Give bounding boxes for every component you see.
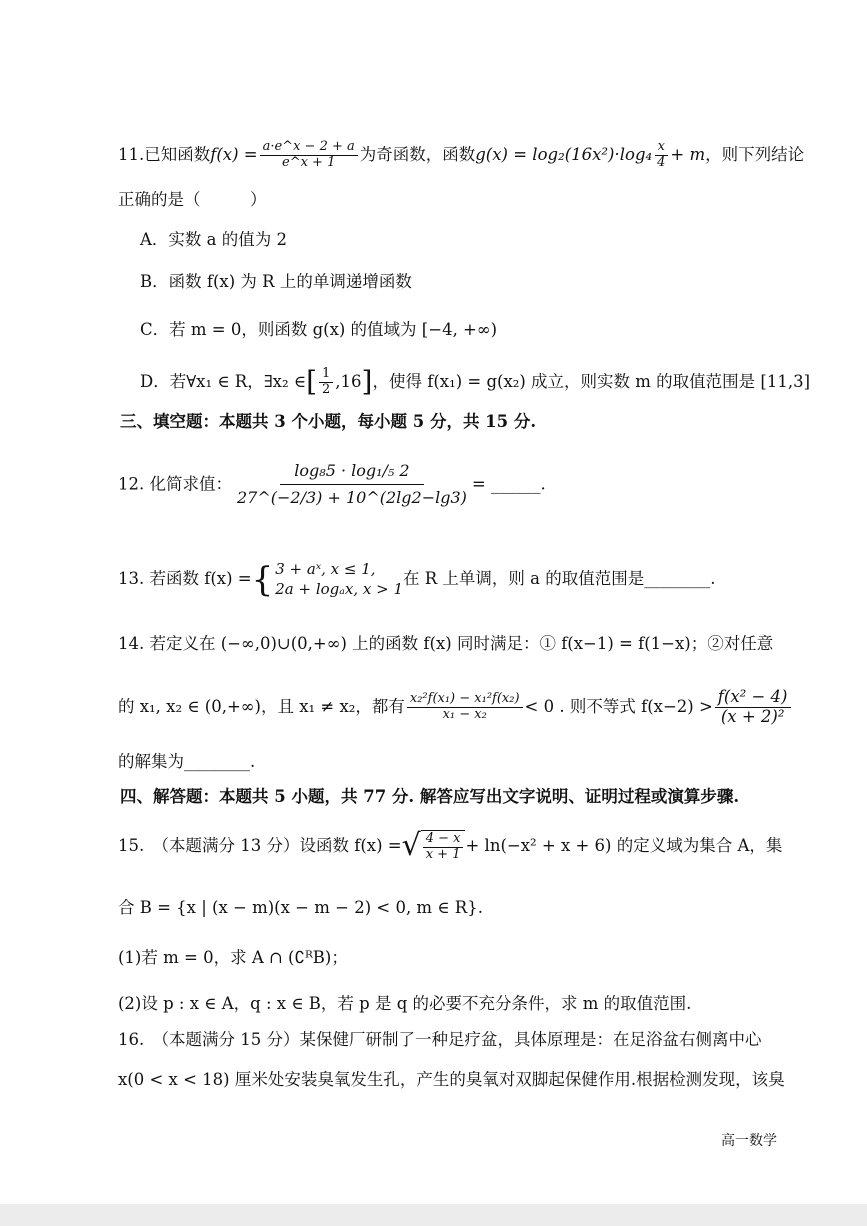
q13-line <box>118 560 749 599</box>
q15-part2: (2)设 p : x ∈ A，q : x ∈ B，若 p 是 q 的必要不充分条件，求 m 的取值范围. <box>118 994 692 1013</box>
q11-optd-half-num: 1 <box>319 367 333 383</box>
q16-line2: x(0 < x < 18) 厘米处安装臭氧发生孔，产生的臭氧对双脚起保健作用.根据检测发现，该臭 <box>118 1070 785 1089</box>
q14-frac1-num: x₂²f(x₁) − x₁²f(x₂) <box>407 692 523 708</box>
q11-f-lhs: f(x) = <box>210 144 258 164</box>
q14-frac2-num: f(x² − 4) <box>715 688 791 708</box>
q13-cases <box>275 560 403 599</box>
q15-line2: 合 B = {x | (x − m)(x − m − 2) < 0, m ∈ R}. <box>118 898 483 917</box>
q11-optd-half-den: 2 <box>322 381 331 397</box>
right-bracket-icon: ] <box>361 365 373 398</box>
q11-f-numerator: a·e^x − 2 + a <box>260 140 358 156</box>
q11-f-denominator: e^x + 1 <box>282 154 336 170</box>
q11-prefix: 11.已知函数 <box>118 144 211 164</box>
q11-f-fraction <box>260 140 358 171</box>
q13-tail: 在 R 上单调，则 a 的取值范围是________. <box>403 569 716 588</box>
q11-line2: 正确的是（ ） <box>118 190 267 209</box>
q15-sqrt-fraction <box>423 832 464 863</box>
q11-g-expr: g(x) = log₂(16x²)·log₄ <box>475 144 653 164</box>
q15-sqrt-den: x + 1 <box>425 846 461 862</box>
q12-fraction <box>234 462 470 508</box>
q13-case-2: 2a + logₐx, x > 1 <box>275 579 403 598</box>
q12-tail: = ______. <box>471 474 546 494</box>
q11-option-b: B．函数 f(x) 为 R 上的单调递增函数 <box>140 272 412 291</box>
q11-option-d <box>140 362 811 403</box>
q11-mid: 为奇函数，函数 <box>359 144 476 164</box>
q15-sqrt-num: 4 − x <box>423 832 464 848</box>
q12-label: 12. 化简求值： <box>118 474 232 494</box>
q12-denominator: 27^(−2/3) + 10^(2lg2−lg3) <box>237 488 467 508</box>
sqrt-icon: √ <box>401 828 421 864</box>
q11-g-tail: + m <box>670 144 706 164</box>
q14-frac2-den: (x + 2)² <box>720 706 785 726</box>
q15-sqrt <box>402 830 466 863</box>
section-4-heading: 四、解答题：本题共 5 小题，共 77 分. 解答应写出文字说明、证明过程或演算步骤. <box>120 787 740 806</box>
q15-part1: (1)若 m = 0，求 A ∩ (∁ᴿB)； <box>118 948 348 967</box>
left-bracket-icon: [ <box>306 365 318 398</box>
q14-line2-b: < 0 . 则不等式 f(x−2) > <box>524 696 713 716</box>
q11-g-frac-num: x <box>655 140 668 156</box>
q14-line3: 的解集为________. <box>118 752 256 771</box>
q13-case-1: 3 + aˣ, x ≤ 1, <box>275 560 376 578</box>
q12-line <box>118 462 749 508</box>
q11-optd-half <box>319 367 333 398</box>
q13-piecewise <box>252 560 403 599</box>
q11-option-a: A．实数 a 的值为 2 <box>140 230 287 249</box>
scan-bottom-edge <box>0 1204 867 1226</box>
q11-g-frac-den: 4 <box>657 154 666 170</box>
q11-optd-b: ，使得 f(x₁) = g(x₂) 成立，则实数 m 的取值范围是 [11,3] <box>372 371 811 391</box>
q14-fraction-2 <box>715 688 791 727</box>
q14-fraction-1 <box>407 692 523 723</box>
q13-label: 13. 若函数 f(x) = <box>118 569 252 588</box>
left-brace-icon: { <box>251 559 274 600</box>
q15-a: 15. （本题满分 13 分）设函数 f(x) = <box>118 835 402 855</box>
q11-g-fraction <box>654 140 668 171</box>
q12-numerator: log₈5 · log₁/₅ 2 <box>280 462 423 485</box>
q15-b: + ln(−x² + x + 6) 的定义域为集合 A，集 <box>465 835 783 855</box>
q11-optd-a: D．若∀x₁ ∈ R，∃x₂ ∈ <box>140 371 307 391</box>
q16-line1: 16. （本题满分 15 分）某保健厂研制了一种足疗盆，具体原理是：在足浴盆右侧离中心 <box>118 1030 762 1049</box>
q11-optd-hi: ,16 <box>335 371 362 391</box>
section-3-heading: 三、填空题：本题共 3 个小题，每小题 5 分，共 15 分. <box>120 412 537 431</box>
page-footer: 高一数学 <box>721 1133 777 1149</box>
q14-line2-a: 的 x₁, x₂ ∈ (0,+∞)，且 x₁ ≠ x₂，都有 <box>118 696 405 716</box>
q14-frac1-den: x₁ − x₂ <box>442 706 487 722</box>
q15-line1 <box>118 828 783 864</box>
q11-suffix: ，则下列结论 <box>705 144 805 164</box>
q11-option-c: C．若 m = 0，则函数 g(x) 的值域为 [−4, +∞) <box>140 320 498 339</box>
q15-sqrt-content <box>421 830 466 863</box>
q14-line2 <box>118 687 788 727</box>
q14-line1: 14. 若定义在 (−∞,0)∪(0,+∞) 上的函数 f(x) 同时满足：① f(x−1) = f(1−x)；②对任意 <box>118 634 774 653</box>
q11-line1 <box>118 139 805 171</box>
